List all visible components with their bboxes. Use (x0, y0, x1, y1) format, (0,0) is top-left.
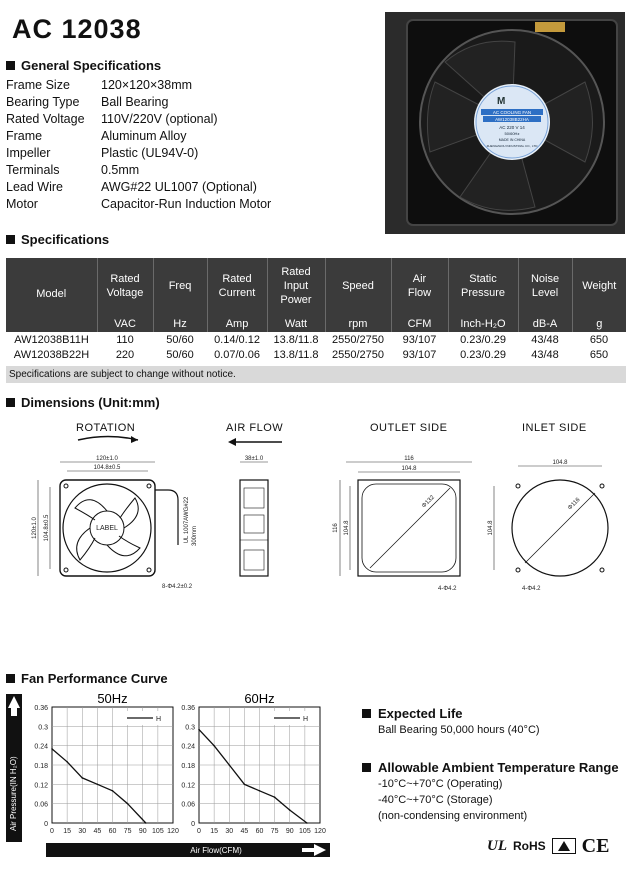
x-tick-label: 60 (108, 828, 117, 835)
x-axis-label: Air Flow(CFM) (190, 846, 242, 855)
table-header-row (6, 258, 626, 316)
y-tick-label: 0.24 (34, 743, 48, 751)
bullet-square-icon (362, 763, 371, 772)
x-tick-label: 120 (167, 828, 179, 835)
column-header: Static Pressure (448, 258, 518, 316)
spec-value: Ball Bearing (101, 95, 169, 109)
column-header: Freq (153, 258, 207, 316)
column-header: Air Flow (391, 258, 448, 316)
spec-key: Motor (6, 197, 38, 211)
data-point (198, 729, 200, 731)
data-point (66, 761, 68, 763)
table-cell: 13.8/11.8 (273, 333, 319, 346)
spec-value: Aluminum Alloy (101, 129, 187, 143)
column-header: Speed (325, 258, 391, 316)
photo-label-line-1: AC COOLING FAN (492, 110, 532, 115)
spec-note: Specifications are subject to change without notice. (6, 366, 626, 383)
rotation-arrow-icon (78, 437, 138, 441)
table-row (6, 347, 626, 362)
table-cell: 110 (116, 333, 134, 346)
bullet-square-icon (6, 235, 15, 244)
spec-key: Frame (6, 129, 43, 143)
data-point (289, 809, 291, 811)
data-point (244, 784, 246, 786)
expected-life-heading-text: Expected Life (378, 706, 463, 721)
spec-key: Terminals (6, 163, 60, 177)
table-cell: 13.8/11.8 (273, 348, 319, 361)
legend-label: H (303, 716, 309, 723)
data-point (127, 803, 129, 805)
photo-label-line-3: AC 220 V 14 (499, 125, 525, 130)
spec-value: 0.5mm (101, 163, 140, 177)
airflow-label: AIR FLOW (226, 422, 284, 434)
table-cell: 0.23/0.29 (460, 348, 506, 361)
x-tick-label: 45 (240, 828, 249, 835)
outlet-height-outer: 116 (333, 523, 339, 533)
ambient-note: (non-condensing environment) (378, 810, 528, 822)
rotation-label: ROTATION (76, 422, 136, 434)
certification-logos (487, 833, 627, 859)
x-tick-label: 30 (78, 828, 87, 835)
dimensions-heading-text: Dimensions (Unit:mm) (21, 395, 160, 410)
side-view-drawing (240, 456, 268, 576)
ce-logo: CE (581, 834, 610, 857)
unit-cell: Inch-H₂O (448, 316, 518, 332)
spec-row (6, 95, 376, 112)
expected-life-heading (362, 706, 463, 721)
x-tick-label: 75 (270, 828, 279, 835)
spec-key: Impeller (6, 146, 51, 160)
x-tick-label: 60 (255, 828, 264, 835)
unit-cell: CFM (391, 316, 448, 332)
table-cell: 43/48 (531, 348, 559, 361)
table-cell: 50/60 (166, 348, 194, 361)
spec-key: Rated Voltage (6, 112, 85, 126)
general-specs-heading (6, 58, 161, 73)
data-point (97, 784, 99, 786)
dimensions-heading (6, 395, 160, 410)
outlet-width-outer: 116 (404, 456, 414, 462)
fan-label-text: LABEL (96, 525, 118, 532)
y-tick-label: 0.06 (181, 801, 195, 809)
performance-chart-50Hz (34, 691, 179, 835)
rohs-logo: RoHS (513, 839, 546, 853)
ambient-operating: -10°C~+70°C (Operating) (378, 778, 503, 790)
photo-label-line-5: MADE IN CHINA (498, 138, 526, 142)
outlet-diameter-text: Φ132 (421, 494, 436, 510)
table-cell: AW12038B22H (13, 348, 90, 361)
inlet-side-label: INLET SIDE (522, 422, 587, 434)
bullet-square-icon (6, 674, 15, 683)
x-tick-label: 90 (138, 828, 147, 835)
y-tick-label: 0.24 (181, 743, 195, 751)
inlet-diameter-text: Φ116 (567, 497, 582, 512)
data-point (112, 790, 114, 792)
spec-row (6, 197, 376, 214)
table-cell: 220 (115, 348, 135, 361)
spec-row (6, 78, 376, 95)
data-point (145, 822, 147, 824)
y-tick-label: 0.3 (185, 724, 195, 732)
spec-key: Lead Wire (6, 180, 63, 194)
photo-label-line-6: ZHENGZHOU INDUSTRIAL CO., LTD (486, 144, 538, 148)
spec-value: Capacitor-Run Induction Motor (101, 197, 272, 211)
spec-row (6, 129, 376, 146)
x-axis-bar (46, 843, 330, 857)
bullet-square-icon (6, 398, 15, 407)
table-cell: AW12038B11H (14, 333, 89, 346)
x-tick-label: 120 (314, 828, 326, 835)
front-width-outer: 120±1.0 (96, 456, 118, 462)
inlet-height-text: 104.8 (488, 520, 494, 536)
side-depth-text: 38±1.0 (244, 456, 264, 462)
data-point (51, 748, 53, 750)
performance-chart-60Hz (181, 691, 326, 835)
front-height-inner: 104.8±0.5 (44, 514, 50, 542)
fan-performance-charts (6, 686, 332, 862)
data-point (259, 790, 261, 792)
outlet-side-drawing (333, 456, 472, 592)
unit-cell: g (572, 316, 626, 332)
y-tick-label: 0.36 (181, 705, 195, 712)
x-tick-label: 0 (197, 828, 201, 835)
specifications-heading (6, 232, 109, 247)
y-tick-label: 0.18 (181, 763, 195, 770)
outlet-width-inner: 104.8 (401, 466, 417, 472)
table-cell: 0.23/0.29 (460, 333, 506, 346)
y-tick-label: 0.3 (38, 724, 48, 732)
bullet-square-icon (362, 709, 371, 718)
column-header: Weight (572, 258, 626, 316)
page-title: AC 12038 (12, 14, 142, 44)
general-specs-heading-text: General Specifications (21, 58, 162, 73)
data-point (274, 796, 276, 798)
spec-value: Plastic (UL94V-0) (101, 146, 199, 160)
spec-row (6, 112, 376, 129)
data-point (213, 745, 215, 747)
x-tick-label: 90 (285, 828, 294, 835)
y-tick-label: 0 (44, 821, 48, 828)
y-tick-label: 0.18 (34, 763, 48, 770)
x-tick-label: 15 (63, 828, 72, 835)
y-axis-label: Air Pressure(IN H₂O) (9, 756, 18, 831)
column-header: Rated Voltage (97, 258, 153, 316)
y-tick-label: 0 (191, 821, 195, 828)
legend-label: H (156, 716, 162, 723)
unit-cell: Watt (267, 316, 325, 332)
bullet-square-icon (6, 61, 15, 70)
column-header: Rated Input Power (267, 258, 325, 316)
ambient-temp-heading-text: Allowable Ambient Temperature Range (378, 760, 619, 775)
data-point (306, 822, 308, 824)
x-tick-label: 0 (50, 828, 54, 835)
chart-title: 60Hz (244, 691, 275, 706)
spec-value: AWG#22 UL1007 (Optional) (101, 180, 257, 194)
y-tick-label: 0.12 (181, 782, 195, 790)
unit-cell: Hz (153, 316, 207, 332)
outlet-side-label: OUTLET SIDE (370, 422, 448, 434)
spec-key: Frame Size (6, 78, 70, 92)
table-cell: 0.07/0.06 (214, 348, 260, 361)
data-point (228, 764, 230, 766)
ul-logo-icon: UL (487, 837, 507, 854)
ambient-temp-list (378, 776, 527, 824)
inlet-width-text: 104.8 (552, 460, 568, 466)
outlet-height-inner: 104.8 (344, 520, 350, 536)
fan-curve-heading-text: Fan Performance Curve (21, 671, 168, 686)
spec-value: 120×120×38mm (101, 78, 193, 92)
table-cell: 650 (589, 333, 609, 346)
table-cell: 50/60 (166, 333, 194, 346)
front-view-drawing (32, 456, 198, 590)
front-holes-text: 8-Φ4.2±0.2 (162, 584, 193, 590)
table-cell: 93/107 (402, 348, 437, 361)
photo-label-line-4: 50/60Hz (504, 131, 520, 136)
outlet-holes-text: 4-Φ4.2 (438, 586, 457, 592)
column-header: Model (6, 258, 97, 332)
inlet-side-drawing (488, 460, 608, 592)
table-cell: 0.14/0.12 (214, 333, 260, 346)
ambient-temp-heading (362, 760, 619, 775)
unit-cell: Amp (207, 316, 267, 332)
table-cell: 650 (589, 348, 609, 361)
x-tick-label: 30 (225, 828, 234, 835)
column-header: Rated Current (207, 258, 267, 316)
x-tick-label: 75 (123, 828, 132, 835)
spec-row (6, 146, 376, 163)
units-row (6, 316, 626, 332)
lead-wire-text: UL 1007AWG#22 (184, 496, 190, 544)
dimension-drawings (0, 430, 632, 600)
column-header: Noise Level (518, 258, 572, 316)
x-tick-label: 15 (210, 828, 219, 835)
x-tick-label: 45 (93, 828, 102, 835)
series-line-H (52, 749, 146, 823)
x-tick-label: 105 (152, 828, 164, 835)
specifications-heading-text: Specifications (21, 232, 110, 247)
specifications-table (6, 258, 626, 362)
ambient-storage: -40°C~+70°C (Storage) (378, 794, 493, 806)
photo-label-line-2: AW12038B22HA (495, 117, 529, 122)
y-tick-label: 0.36 (34, 705, 48, 712)
fan-curve-heading (6, 671, 168, 686)
tuv-logo-icon (552, 838, 576, 854)
table-cell: 93/107 (402, 333, 437, 346)
inlet-holes-text: 4-Φ4.2 (522, 586, 541, 592)
spec-key: Bearing Type (6, 95, 80, 109)
spec-row (6, 180, 376, 197)
x-tick-label: 105 (299, 828, 311, 835)
svg-text:M: M (497, 96, 506, 107)
chart-title: 50Hz (97, 691, 128, 706)
series-line-H (199, 730, 307, 823)
spec-row (6, 163, 376, 180)
table-row (6, 332, 626, 347)
product-photo (385, 12, 625, 234)
front-width-inner: 104.8±0.5 (93, 465, 121, 471)
data-point (81, 777, 83, 779)
fan-photo-illustration (385, 12, 625, 234)
table-cell: 2550/2750 (332, 348, 384, 361)
y-tick-label: 0.06 (34, 801, 48, 809)
unit-cell: dB-A (518, 316, 572, 332)
table-cell: 2550/2750 (332, 333, 384, 346)
lead-wire-length: 300mm (192, 525, 198, 547)
unit-cell: rpm (325, 316, 391, 332)
y-tick-label: 0.12 (34, 782, 48, 790)
front-height-outer: 120±1.0 (32, 517, 38, 539)
unit-cell: VAC (97, 316, 153, 332)
expected-life-text: Ball Bearing 50,000 hours (40°C) (378, 724, 540, 736)
spec-value: 110V/220V (optional) (101, 112, 218, 126)
table-cell: 43/48 (531, 333, 559, 346)
